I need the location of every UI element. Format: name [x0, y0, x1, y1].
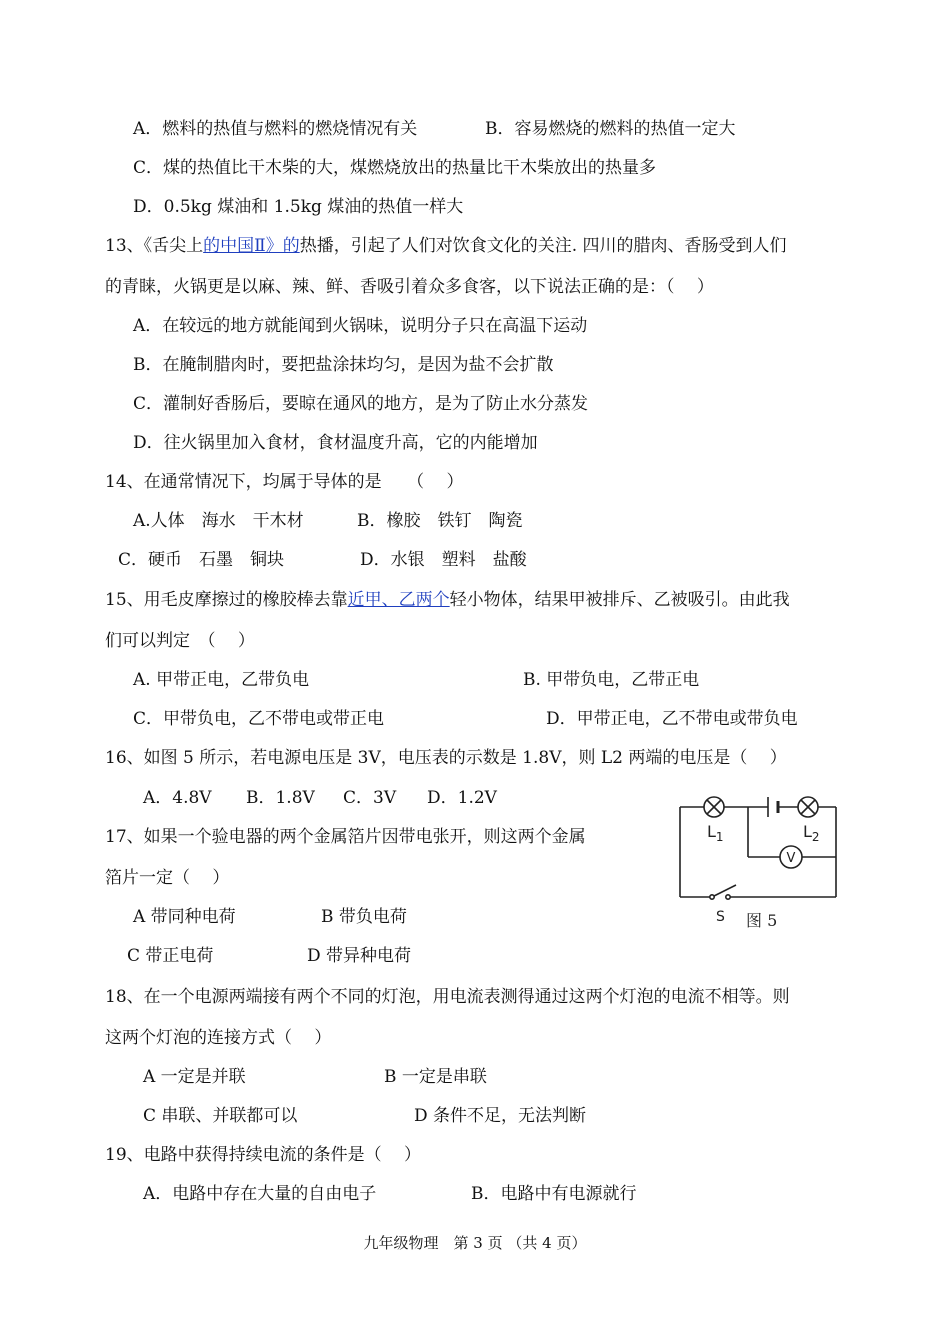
q15-option-d: D．甲带正电，乙不带电或带负电 — [546, 709, 798, 729]
lamp-l1-icon — [704, 797, 724, 817]
label-l1: $L_1$ — [707, 822, 724, 844]
q14-option-c: C．硬币 石墨 铜块 — [118, 550, 285, 570]
q17-option-a: A 带同种电荷 — [133, 907, 236, 927]
q15-option-c: C．甲带负电，乙不带电或带正电 — [133, 709, 385, 729]
label-switch: S — [716, 909, 725, 925]
q14-stem: 14、在通常情况下，均属于导体的是 （ ） — [105, 472, 464, 492]
q18-option-c: C 串联、并联都可以 — [143, 1106, 298, 1126]
q15-stem-suffix: 轻小物体，结果甲被排斥、乙被吸引。由此我 — [449, 590, 790, 610]
battery-icon — [768, 797, 778, 817]
voltmeter-label: V — [786, 851, 796, 866]
q18-option-b: B 一定是串联 — [384, 1067, 487, 1087]
q16-stem: 16、如图 5 所示，若电源电压是 3V，电压表的示数是 1.8V，则 L2 两端的电压是（ ） — [105, 748, 787, 768]
circuit-diagram — [676, 795, 846, 935]
q17-stem: 17、如果一个验电器的两个金属箔片因带电张开，则这两个金属 — [105, 827, 586, 847]
q13-option-c: C．灌制好香肠后，要晾在通风的地方，是为了防止水分蒸发 — [133, 394, 589, 414]
q15-stem-line2: 们可以判定 （ ） — [105, 631, 255, 651]
q12-option-c: C．煤的热值比干木柴的大，煤燃烧放出的热量比干木柴放出的热量多 — [133, 158, 657, 178]
q16-option-b: B．1.8V — [246, 788, 315, 808]
q19-option-b: B．电路中有电源就行 — [471, 1184, 637, 1204]
q13-stem-line2: 的青睐，火锅更是以麻、辣、鲜、香吸引着众多食客，以下说法正确的是：（ ） — [105, 277, 714, 297]
q15-stem-prefix: 15、用毛皮摩擦过的橡胶棒去靠 — [105, 590, 348, 610]
q13-option-a: A．在较远的地方就能闻到火锅味，说明分子只在高温下运动 — [133, 316, 588, 336]
q14-option-a: A.人体 海水 干木材 — [133, 511, 304, 531]
q19-stem: 19、电路中获得持续电流的条件是（ ） — [105, 1145, 422, 1165]
q19-option-a: A．电路中存在大量的自由电子 — [143, 1184, 377, 1204]
page-footer: 九年级物理 第 3 页 （共 4 页） — [363, 1234, 587, 1252]
q13-stem-suffix: 热播，引起了人们对饮食文化的关注. 四川的腊肉、香肠受到人们 — [299, 236, 787, 256]
q16-option-d: D．1.2V — [427, 788, 497, 808]
q15-stem — [105, 589, 790, 611]
q13-stem-prefix: 13、《舌尖上 — [105, 236, 204, 256]
q13-stem — [105, 235, 787, 257]
voltmeter-icon — [780, 846, 802, 868]
q17-option-c: C 带正电荷 — [127, 946, 214, 966]
q15-option-b: B. 甲带负电，乙带正电 — [523, 670, 700, 690]
q14-option-d: D．水银 塑料 盐酸 — [360, 550, 527, 570]
q17-stem-line2: 箔片一定（ ） — [105, 868, 230, 888]
lamp-l2-icon — [798, 797, 818, 817]
q16-option-c: C．3V — [343, 788, 397, 808]
q13-stem-link[interactable]: 的中国Ⅱ》的 — [203, 236, 300, 256]
q12-option-d: D．0.5kg 煤油和 1.5kg 煤油的热值一样大 — [133, 197, 464, 217]
label-l2: $L_2$ — [803, 822, 820, 844]
q13-option-b: B．在腌制腊肉时，要把盐涂抹均匀，是因为盐不会扩散 — [133, 355, 554, 375]
q15-stem-link[interactable]: 近甲、乙两个 — [347, 590, 450, 610]
q18-stem-line2: 这两个灯泡的连接方式（ ） — [105, 1028, 332, 1048]
q18-stem: 18、在一个电源两端接有两个不同的灯泡，用电流表测得通过这两个灯泡的电流不相等。则 — [105, 987, 790, 1007]
q14-option-b: B．橡胶 铁钉 陶瓷 — [357, 511, 523, 531]
q18-option-d: D 条件不足，无法判断 — [414, 1106, 587, 1126]
figure-caption: 图 5 — [746, 911, 778, 930]
q18-option-a: A 一定是并联 — [143, 1067, 246, 1087]
q17-option-d: D 带异种电荷 — [307, 946, 412, 966]
q16-option-a: A．4.8V — [143, 788, 212, 808]
q15-option-a: A. 甲带正电，乙带负电 — [133, 670, 310, 690]
q13-option-d: D．往火锅里加入食材，食材温度升高，它的内能增加 — [133, 433, 538, 453]
q17-option-b: B 带负电荷 — [321, 907, 407, 927]
q12-option-a: A．燃料的热值与燃料的燃烧情况有关 — [133, 119, 418, 139]
q12-option-b: B．容易燃烧的燃料的热值一定大 — [485, 119, 736, 139]
